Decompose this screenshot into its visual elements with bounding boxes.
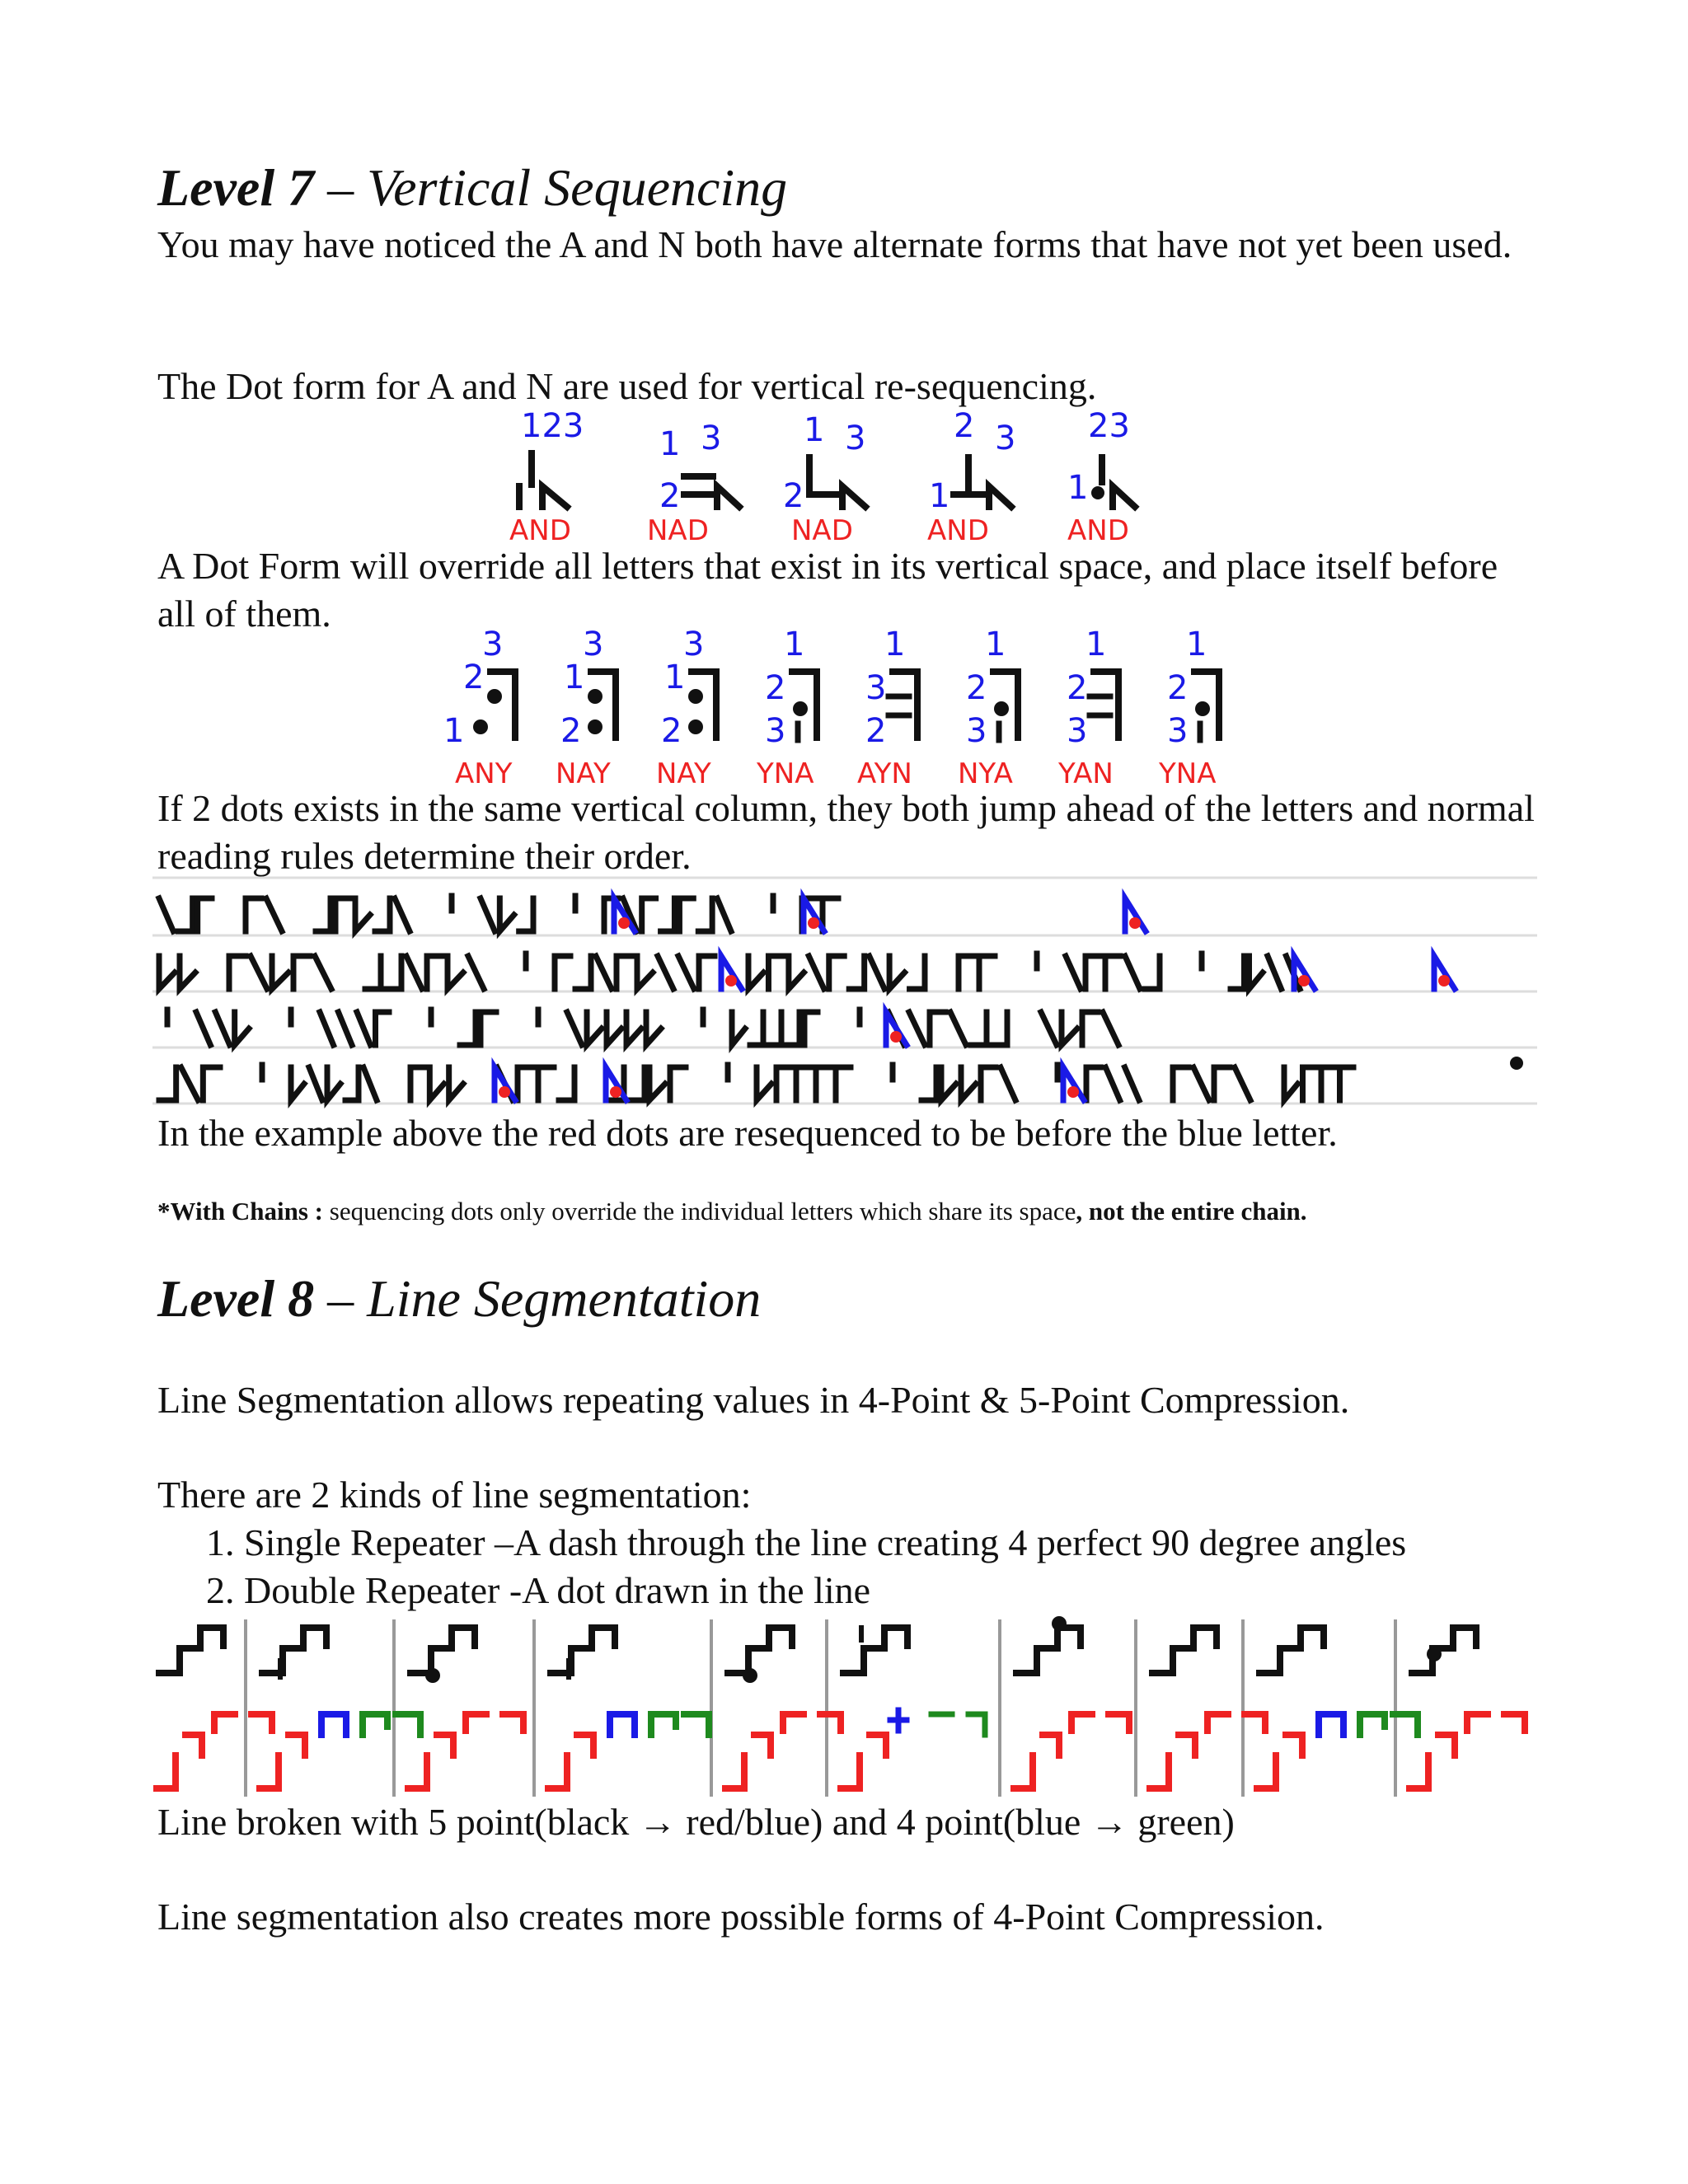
segment-dot bbox=[425, 1668, 440, 1683]
glyph-stroke bbox=[989, 486, 1011, 507]
red-segment bbox=[870, 1735, 886, 1755]
vertical-sequence-figure bbox=[443, 626, 1269, 790]
glyph-stroke bbox=[1173, 1067, 1189, 1100]
glyph-stroke bbox=[1086, 1067, 1100, 1100]
sequence-number: 1 bbox=[564, 658, 585, 696]
glyph-stroke bbox=[316, 898, 331, 931]
list-item: 2. Double Repeater -A dot drawn in the line bbox=[206, 1569, 871, 1611]
stair-line bbox=[1412, 1628, 1476, 1673]
sequence-number: 1 bbox=[985, 626, 1006, 663]
sequence-number: 3 bbox=[1067, 712, 1088, 750]
glyph-stroke bbox=[355, 898, 370, 931]
sequence-number: 2 bbox=[661, 712, 682, 750]
word-label: NAY bbox=[556, 757, 611, 790]
glyph-stroke bbox=[658, 956, 673, 989]
glyph-stroke bbox=[809, 457, 837, 494]
glyph-stroke bbox=[410, 1067, 424, 1100]
glyph-stroke bbox=[518, 1067, 533, 1100]
red-segment bbox=[185, 1735, 202, 1755]
sequence-number: 2 bbox=[954, 407, 975, 445]
stair-line bbox=[410, 1628, 475, 1673]
more-forms-text: Line segmentation also creates more possible forms of 4-Point Compression. bbox=[157, 1896, 1325, 1938]
glyph-stroke bbox=[575, 956, 591, 989]
glyph-stroke bbox=[345, 1067, 359, 1100]
sequence-dot bbox=[473, 719, 488, 734]
red-sequence-dot bbox=[808, 917, 819, 929]
green-segment bbox=[1360, 1714, 1385, 1735]
word-label: AND bbox=[509, 514, 571, 547]
sequence-number: 1 bbox=[929, 477, 950, 515]
glyph-stroke bbox=[670, 1067, 686, 1100]
glyph-stroke bbox=[181, 1067, 199, 1100]
red-sequence-dot bbox=[1298, 975, 1310, 987]
glyph-stroke bbox=[519, 898, 533, 931]
glyph-stroke bbox=[1303, 1067, 1317, 1100]
red-segment bbox=[1409, 1755, 1428, 1788]
word-label: AYN bbox=[857, 757, 912, 790]
glyph-stroke bbox=[909, 1012, 925, 1045]
glyph-stroke bbox=[1145, 956, 1160, 989]
level8-intro: Line Segmentation allows repeating values in 4-Point & 5-Point Compression. bbox=[157, 1379, 1350, 1421]
glyph-stroke bbox=[629, 1067, 645, 1100]
glyph-stroke bbox=[961, 1067, 976, 1100]
red-segment bbox=[260, 1755, 279, 1788]
red-segment bbox=[1245, 1714, 1265, 1731]
glyph-stroke bbox=[406, 956, 422, 989]
sequence-number: 1 bbox=[664, 658, 686, 696]
red-segment bbox=[725, 1755, 744, 1788]
glyph-stroke bbox=[427, 956, 443, 989]
broken-text: Line broken with 5 point(black → red/blue) and 4 point(blue → green) bbox=[157, 1801, 1235, 1843]
red-segment bbox=[503, 1714, 523, 1731]
glyph-stroke bbox=[180, 956, 195, 989]
glyph-stroke bbox=[930, 1012, 945, 1045]
sequence-number: 1 bbox=[1186, 626, 1207, 663]
glyph-stroke bbox=[293, 956, 310, 989]
repeater-list bbox=[206, 1519, 1406, 1615]
glyph-stroke bbox=[178, 898, 192, 931]
glyph-stroke bbox=[661, 898, 675, 931]
glyph-stroke bbox=[889, 956, 904, 989]
red-segment bbox=[841, 1755, 860, 1788]
glyph-stroke bbox=[842, 486, 865, 507]
sequence-dot bbox=[588, 719, 603, 734]
dot-form-text: The Dot form for A and N are used for vertical re-sequencing. bbox=[157, 365, 1097, 407]
word-label: YNA bbox=[757, 757, 814, 790]
glyph-stroke bbox=[386, 956, 401, 989]
green-segment bbox=[396, 1714, 420, 1735]
glyph-stroke bbox=[1105, 1067, 1119, 1100]
word-label: YNA bbox=[1159, 757, 1217, 790]
glyph-stroke bbox=[617, 956, 632, 989]
glyph-stroke bbox=[1103, 1012, 1118, 1045]
glyph-stroke bbox=[315, 956, 331, 989]
glyph-stroke bbox=[559, 1067, 574, 1100]
blue-segment bbox=[610, 1714, 635, 1735]
red-segment bbox=[577, 1735, 593, 1755]
sequence-number: 2 bbox=[463, 658, 485, 696]
sequence-number: 3 bbox=[995, 419, 1016, 457]
glyph-stroke bbox=[429, 1067, 443, 1100]
glyph-stroke bbox=[365, 956, 381, 989]
sequence-number: 3 bbox=[1167, 712, 1189, 750]
glyph-stroke bbox=[789, 956, 804, 989]
glyph-stroke bbox=[320, 1012, 334, 1045]
red-segment bbox=[288, 1735, 305, 1755]
glyph-stroke bbox=[596, 956, 612, 989]
sequence-number: 1 bbox=[784, 626, 805, 663]
glyph-stroke bbox=[776, 1067, 791, 1100]
glyph-stroke bbox=[1284, 1067, 1298, 1100]
glyph-stroke bbox=[1340, 1067, 1354, 1100]
blue-segment bbox=[321, 1714, 346, 1735]
glyph-stroke bbox=[717, 898, 731, 931]
segmentation-figure bbox=[152, 1611, 1537, 1801]
glyph-stroke bbox=[375, 898, 390, 931]
sequence-number: 1 bbox=[1085, 626, 1107, 663]
word-label: NYA bbox=[958, 757, 1013, 790]
glyph-stroke bbox=[481, 1012, 496, 1045]
red-segment bbox=[1179, 1735, 1195, 1755]
red-segment bbox=[1504, 1714, 1525, 1731]
stair-line bbox=[262, 1628, 326, 1673]
glyph-stroke bbox=[732, 1012, 745, 1045]
glyph-stroke bbox=[449, 1067, 463, 1100]
red-segment bbox=[1109, 1714, 1129, 1731]
glyph-stroke bbox=[363, 1067, 377, 1100]
green-segment bbox=[968, 1714, 985, 1735]
two-dots-text: If 2 dots exists in the same vertical column, they both jump ahead of the letters and normal reading rules determine their order. bbox=[157, 787, 1535, 877]
red-segment bbox=[1043, 1735, 1059, 1755]
glyph-stroke bbox=[1125, 1067, 1139, 1100]
override-text: A Dot Form will override all letters that exist in its vertical space, and place itself before all of them. bbox=[157, 545, 1498, 635]
red-segment bbox=[1467, 1714, 1488, 1731]
red-sequence-dot bbox=[610, 1086, 621, 1098]
glyph-stroke bbox=[542, 486, 567, 507]
glyph-stroke bbox=[1250, 956, 1264, 989]
glyph-stroke bbox=[679, 898, 693, 931]
glyph-stroke bbox=[499, 898, 513, 931]
glyph-stroke bbox=[448, 956, 463, 989]
glyph-stroke bbox=[829, 956, 844, 989]
glyph-stroke bbox=[823, 898, 838, 931]
sequence-number: 1 bbox=[659, 425, 681, 463]
glyph-stroke bbox=[203, 1067, 220, 1100]
sequence-dot bbox=[994, 701, 1009, 716]
glyph-stroke bbox=[757, 1067, 771, 1100]
stair-line bbox=[1016, 1628, 1081, 1673]
glyph-stroke bbox=[587, 1012, 602, 1045]
sequence-number: 2 bbox=[659, 477, 681, 515]
red-segment bbox=[754, 1735, 771, 1755]
level7-intro: You may have noticed the A and N both have alternate forms that have not yet been used. bbox=[157, 223, 1512, 265]
glyph-stroke bbox=[786, 1012, 799, 1045]
red-segment bbox=[1286, 1735, 1302, 1755]
red-segment bbox=[1257, 1755, 1276, 1788]
sequence-number: 3 bbox=[683, 626, 705, 663]
red-segment bbox=[783, 1714, 804, 1731]
glyph-stroke bbox=[893, 672, 917, 738]
glyph-stroke bbox=[215, 1012, 229, 1045]
red-sequence-dot bbox=[890, 1031, 902, 1043]
glyph-stroke bbox=[1125, 956, 1140, 989]
red-segment bbox=[157, 1755, 176, 1788]
glyph-stroke bbox=[1082, 1012, 1098, 1045]
glyph-stroke bbox=[1041, 1012, 1057, 1045]
glyph-stroke bbox=[748, 956, 763, 989]
sequence-number: 1 bbox=[1067, 469, 1089, 507]
sequence-number: 3 bbox=[966, 712, 987, 750]
glyph-stroke bbox=[159, 1067, 176, 1100]
sequence-number: 1 bbox=[884, 626, 906, 663]
sequence-number: 123 bbox=[521, 407, 584, 445]
glyph-stroke bbox=[1231, 956, 1245, 989]
sequence-number: 2 bbox=[966, 669, 987, 707]
glyph-stroke bbox=[768, 956, 783, 989]
sequence-dot bbox=[793, 701, 808, 716]
glyph-stroke bbox=[717, 486, 739, 507]
glyph-stroke bbox=[481, 898, 495, 931]
glyph-stroke bbox=[981, 1067, 996, 1100]
sequence-number: 3 bbox=[865, 669, 887, 707]
glyph-stroke bbox=[941, 1067, 956, 1100]
segment-dot bbox=[1427, 1647, 1442, 1661]
word-label: NAY bbox=[656, 757, 711, 790]
red-segment bbox=[466, 1714, 486, 1731]
glyph-stroke bbox=[395, 898, 410, 931]
glyph-stroke bbox=[1105, 956, 1120, 989]
glyph-stroke bbox=[1001, 1067, 1015, 1100]
glyph-stroke bbox=[159, 956, 175, 989]
glyph-stroke bbox=[1321, 1067, 1335, 1100]
word-label: ANY bbox=[455, 757, 513, 790]
sequence-number: 2 bbox=[783, 477, 804, 515]
glyph-stroke bbox=[971, 1012, 987, 1045]
red-sequence-dot bbox=[1129, 917, 1141, 929]
glyph-stroke bbox=[678, 956, 694, 989]
stair-line bbox=[1152, 1628, 1217, 1673]
glyph-stroke bbox=[538, 1067, 554, 1100]
green-segment bbox=[363, 1714, 387, 1735]
glyph-stroke bbox=[1062, 1012, 1077, 1045]
glyph-stroke bbox=[1214, 1067, 1230, 1100]
glyph-stroke bbox=[921, 1067, 936, 1100]
glyph-stroke bbox=[1113, 486, 1135, 507]
red-segment bbox=[437, 1735, 453, 1755]
segment-dot bbox=[1052, 1616, 1067, 1631]
sequence-number: 23 bbox=[1088, 407, 1130, 445]
kinds-text: There are 2 kinds of line segmentation: bbox=[157, 1474, 752, 1516]
sequence-dot bbox=[588, 689, 603, 704]
glyph-stroke bbox=[266, 898, 282, 931]
glyph-stroke bbox=[1235, 1067, 1250, 1100]
stair-line bbox=[159, 1628, 223, 1673]
red-segment bbox=[214, 1714, 235, 1731]
glyph-stroke bbox=[376, 1012, 390, 1045]
sequence-number: 1 bbox=[804, 411, 825, 449]
script-example bbox=[152, 878, 1537, 1108]
red-segment bbox=[1150, 1755, 1169, 1788]
sequence-number: 3 bbox=[765, 712, 786, 750]
glyph-stroke bbox=[804, 1012, 818, 1045]
glyph-stroke bbox=[555, 956, 570, 989]
glyph-stroke bbox=[460, 1012, 476, 1045]
word-label: NAD bbox=[647, 514, 709, 547]
stair-line bbox=[843, 1628, 907, 1673]
glyph-stroke bbox=[1193, 1067, 1209, 1100]
glyph-stroke bbox=[910, 956, 925, 989]
word-label: NAD bbox=[791, 514, 853, 547]
blue-segment bbox=[1319, 1714, 1343, 1735]
sequence-dot bbox=[688, 689, 703, 704]
glyph-stroke bbox=[992, 1012, 1007, 1045]
red-sequence-dot bbox=[725, 975, 737, 987]
red-segment bbox=[251, 1714, 272, 1731]
red-segment bbox=[820, 1714, 841, 1731]
glyph-stroke bbox=[607, 1012, 621, 1045]
glyph-stroke bbox=[339, 1012, 353, 1045]
word-label: AND bbox=[927, 514, 989, 547]
red-segment bbox=[548, 1755, 567, 1788]
sequence-number: 2 bbox=[865, 712, 887, 750]
stair-line bbox=[551, 1628, 615, 1673]
sequence-dot bbox=[1091, 486, 1104, 499]
red-segment bbox=[1014, 1755, 1033, 1788]
red-sequence-dot bbox=[618, 917, 630, 929]
sequence-number: 3 bbox=[701, 419, 722, 457]
sequence-number: 2 bbox=[560, 712, 582, 750]
red-segment bbox=[408, 1755, 427, 1788]
glyph-stroke bbox=[849, 956, 864, 989]
glyph-stroke bbox=[1094, 672, 1118, 738]
level7-heading: Level 7 – Vertical Sequencing bbox=[157, 158, 788, 217]
level8-heading: Level 8 – Line Segmentation bbox=[157, 1269, 762, 1328]
glyph-stroke bbox=[229, 956, 246, 989]
glyph-stroke bbox=[468, 956, 484, 989]
glyph-stroke bbox=[698, 898, 712, 931]
glyph-stroke bbox=[246, 898, 261, 931]
glyph-stroke bbox=[816, 1067, 831, 1100]
end-dot bbox=[1510, 1057, 1523, 1070]
glyph-stroke bbox=[1066, 956, 1081, 989]
green-segment bbox=[651, 1714, 676, 1735]
glyph-stroke bbox=[646, 1012, 661, 1045]
glyph-stroke bbox=[626, 1012, 641, 1045]
stair-line bbox=[1259, 1628, 1324, 1673]
word-label: AND bbox=[1067, 514, 1129, 547]
glyph-stroke bbox=[309, 1067, 322, 1100]
green-segment bbox=[684, 1714, 709, 1735]
glyph-stroke bbox=[959, 956, 974, 989]
glyph-stroke bbox=[567, 1012, 582, 1045]
dot-form-figure bbox=[511, 404, 1170, 548]
red-sequence-dot bbox=[1438, 975, 1450, 987]
glyph-stroke bbox=[335, 898, 350, 931]
stair-line bbox=[728, 1628, 792, 1673]
glyph-stroke bbox=[357, 1012, 371, 1045]
red-sequence-dot bbox=[499, 1086, 510, 1098]
glyph-stroke bbox=[950, 1012, 966, 1045]
glyph-stroke bbox=[1268, 956, 1282, 989]
glyph-stroke bbox=[649, 1067, 665, 1100]
glyph-stroke bbox=[1085, 956, 1100, 989]
glyph-stroke bbox=[809, 956, 823, 989]
sequence-number: 3 bbox=[583, 626, 604, 663]
sequence-dot bbox=[1195, 701, 1210, 716]
glyph-stroke bbox=[490, 672, 515, 738]
example-caption: In the example above the red dots are resequenced to be before the blue letter. bbox=[157, 1112, 1338, 1154]
glyph-stroke bbox=[768, 1012, 781, 1045]
sequence-number: 1 bbox=[443, 712, 465, 750]
red-segment bbox=[1207, 1714, 1228, 1731]
glyph-stroke bbox=[196, 1012, 210, 1045]
glyph-stroke bbox=[699, 956, 715, 989]
glyph-stroke bbox=[251, 956, 267, 989]
glyph-stroke bbox=[272, 956, 288, 989]
word-label: YAN bbox=[1058, 757, 1114, 790]
glyph-stroke bbox=[159, 898, 173, 931]
sequence-number: 2 bbox=[1067, 669, 1088, 707]
sequence-dot bbox=[487, 689, 502, 704]
red-segment bbox=[1071, 1714, 1092, 1731]
glyph-stroke bbox=[235, 1012, 249, 1045]
glyph-stroke bbox=[642, 898, 656, 931]
chains-note: *With Chains : sequencing dots only override the individual letters which share its space, not the entire chain. bbox=[157, 1197, 1307, 1226]
sequence-number: 2 bbox=[765, 669, 786, 707]
glyph-stroke bbox=[327, 1067, 340, 1100]
glyph-stroke bbox=[198, 898, 212, 931]
sequence-number: 2 bbox=[1167, 669, 1189, 707]
list-item: 1. Single Repeater –A dash through the line creating 4 perfect 90 degree angles bbox=[206, 1521, 1407, 1563]
sequence-dot bbox=[688, 719, 703, 734]
glyph-stroke bbox=[979, 956, 995, 989]
red-sequence-dot bbox=[1067, 1086, 1079, 1098]
glyph-stroke bbox=[836, 1067, 851, 1100]
segment-dot bbox=[743, 1668, 757, 1683]
glyph-stroke bbox=[870, 956, 884, 989]
glyph-stroke bbox=[637, 956, 653, 989]
glyph-stroke bbox=[291, 1067, 304, 1100]
glyph-stroke bbox=[750, 1012, 763, 1045]
red-segment bbox=[1438, 1735, 1455, 1755]
glyph-stroke bbox=[796, 1067, 811, 1100]
sequence-number: 3 bbox=[482, 626, 504, 663]
sequence-number: 3 bbox=[845, 419, 866, 457]
